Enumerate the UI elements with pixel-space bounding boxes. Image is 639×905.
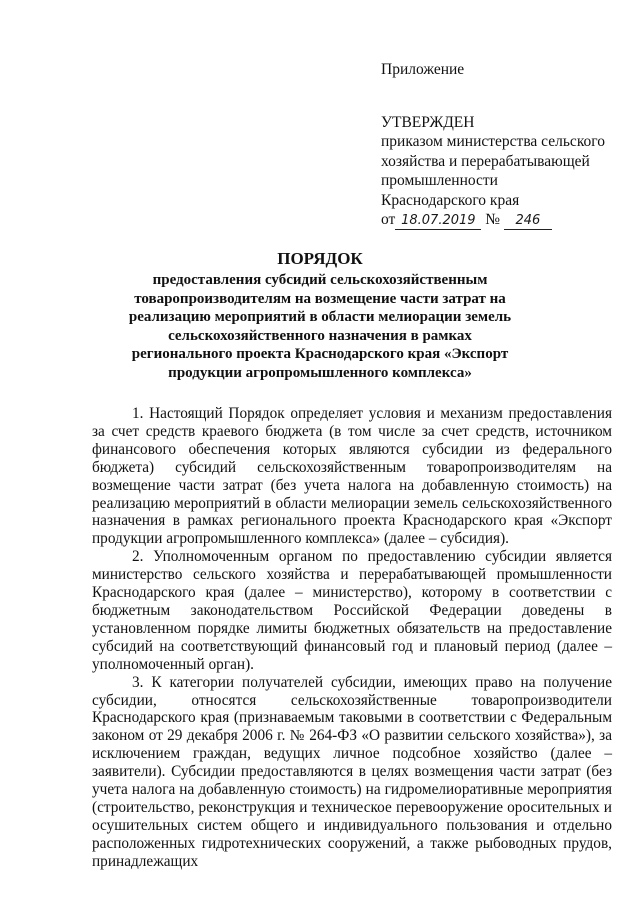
date-prefix: от xyxy=(381,211,396,228)
paragraph-1: 1. Настоящий Порядок определяет условия и механизм предоставления за счет средств краевого бюджета (в том числе за счет средств, источником финансового обеспечения которых являются субсидии из федерального бюджета) субсидий сельскохозяйственным товаропроизводителям на возмещение части затрат (без учета налога на добавленную стоимость) на реализацию мероприятий в области мелиорации земель сельскохозяйственного назначения в рамках регионального проекта Краснодарского края «Экспорт продукции агропромышленного комплекса» (далее – субсидия). xyxy=(92,405,612,548)
document-title: ПОРЯДОК xyxy=(277,249,363,268)
approved-label: УТВЕРЖДЕН xyxy=(381,113,475,131)
appendix-label: Приложение xyxy=(381,61,465,78)
handwritten-date: 18.07.2019 xyxy=(395,213,481,230)
approval-block xyxy=(381,60,631,230)
paragraph-2: 2. Уполномоченным органом по предоставлению субсидии является министерство сельского хозяйства и перерабатывающей промышленности Краснодарского края (далее – министерство), которому в соответствии с бюджетным законодательством Российской Федерации доведены в установленном порядке лимиты бюджетных обязательств на предоставление субсидий на соответствующий финансовый год и плановый период (далее – уполномоченный орган). xyxy=(92,548,612,673)
approval-line: Краснодарского края xyxy=(381,191,520,209)
document-subtitle: предоставления субсидий сельскохозяйственным товаропроизводителям на возмещение части затрат на реализацию мероприятий в области мелиорации земель сельскохозяйственного назначения в рамках регионального проекта Краснодарского края «Экспорт продукции агропромышленного комплекса» xyxy=(128,272,512,381)
document-title-block xyxy=(120,249,520,382)
handwritten-number: 246 xyxy=(504,213,552,230)
number-prefix: № xyxy=(485,211,500,228)
paragraph-3: 3. К категории получателей субсидии, имеющих право на получение субсидии, относятся сельскохозяйственные товаропроизводители Краснодарского края (признаваемым таковыми в соответствии с Федеральным законом от 29 декабря 2006 г. № 264-ФЗ «О развитии сельского хозяйства»), за исключением граждан, ведущих личное подсобное хозяйство (далее – заявители). Субсидии предоставляются в целях возмещения части затрат (без учета налога на добавленную стоимость) на гидромелиоративные мероприятия (строительство, реконструкция и техническое перевооружение оросительных и осушительных систем общего и индивидуального пользования и отдельно расположенных гидротехнических сооружений, а также рыбоводных прудов, принадлежащих xyxy=(92,673,612,870)
order-date-number-row xyxy=(381,210,631,230)
approval-line: промышленности xyxy=(381,172,498,189)
document-body xyxy=(92,405,612,871)
approval-line: приказом министерства сельского xyxy=(381,133,606,150)
approval-line: хозяйства и перерабатывающей xyxy=(381,152,590,170)
